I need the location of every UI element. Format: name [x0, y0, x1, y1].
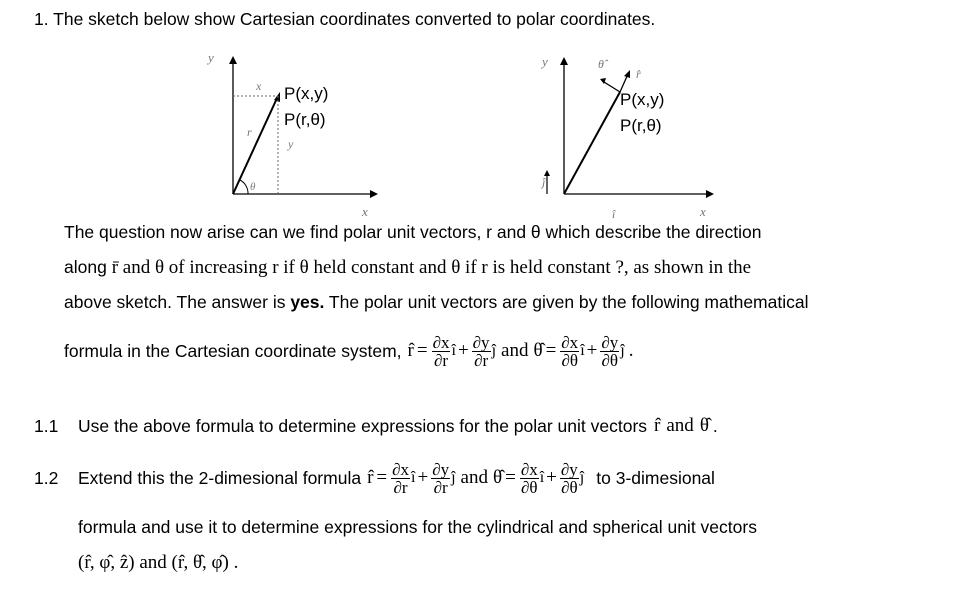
and-1: and: [501, 340, 529, 361]
frac-den: ∂r: [474, 350, 489, 370]
q11-and: and: [666, 415, 694, 436]
y-axis-label: y: [208, 50, 214, 65]
frac-dx-dtheta: [560, 334, 579, 369]
q12-text-a: Extend this the 2-dimesional formula: [78, 467, 362, 488]
q11-end: .: [712, 415, 718, 436]
frac-num: ∂x: [561, 332, 579, 352]
q12-line-3: (r̂, φ̂, ẑ) and (r̂, θ̂, φ̂) .: [78, 552, 239, 573]
para-line-3a: above sketch. The answer is: [64, 292, 291, 312]
frac-den: ∂r: [433, 477, 448, 497]
frac-num: ∂x: [392, 459, 410, 479]
q12-frac-dx-dr: [391, 461, 410, 496]
r-hat-label: r̂: [636, 67, 641, 81]
i-hat: î: [411, 469, 416, 486]
q12-r-hat: r̂: [367, 467, 374, 488]
plus-1: +: [457, 340, 469, 361]
frac-den: ∂θ: [561, 350, 578, 370]
q12-and: and: [460, 467, 488, 488]
left-point-rtheta: P(r,θ): [284, 110, 326, 129]
r-vector-symbol: r̄: [111, 257, 119, 278]
i-hat: î: [539, 469, 545, 486]
para-line-1: The question now arise can we find polar unit vectors, r and θ which describe the direction: [64, 222, 762, 242]
cartesian-polar-sketch: [200, 44, 400, 224]
q11-r-hat: r̂: [654, 415, 661, 436]
theta-hat-label: θ̂: [598, 57, 604, 71]
j-hat: ĵ: [579, 469, 585, 486]
formula-r-hat: r̂: [407, 340, 414, 361]
q12-eq-1: =: [376, 467, 388, 488]
q11-theta-hat: θ̂: [699, 415, 709, 436]
question-1-1: [34, 415, 718, 437]
frac-dx-dr: [432, 334, 451, 369]
frac-den: ∂r: [434, 350, 449, 370]
i-hat-label: î: [612, 207, 616, 221]
q11-number: 1.1: [34, 415, 59, 436]
left-point-xy: P(x,y): [284, 84, 329, 103]
frac-num: ∂y: [432, 459, 450, 479]
theta-label: θ: [250, 181, 256, 193]
frac-den: ∂θ: [601, 350, 619, 370]
q12-frac-dx-dtheta: [520, 461, 539, 496]
frac-num: ∂x: [520, 459, 538, 479]
formula-end: .: [628, 340, 634, 361]
formula-eq-1: =: [416, 340, 428, 361]
right-point-xy: P(x,y): [620, 90, 665, 109]
frac-den: ∂θ: [520, 477, 538, 497]
j-hat: ĵ: [620, 342, 625, 359]
question-heading: 1. The sketch below show Cartesian coordinates converted to polar coordinates.: [34, 9, 656, 29]
x-axis-label-right: x: [700, 204, 706, 219]
r-label: r: [247, 125, 252, 139]
para-line-2b: and θ of increasing r if θ held constant and θ if r is held constant ?, as shown in the: [118, 257, 752, 278]
q11-text: Use the above formula to determine expressions for the polar unit vectors: [78, 415, 648, 436]
para-line-2: [64, 257, 751, 279]
frac-num: ∂y: [472, 332, 490, 352]
y-component-label: y: [288, 137, 294, 151]
formula-theta-hat: θ̂: [533, 340, 543, 361]
para-line-2a: along: [64, 257, 112, 277]
q12-theta-hat: θ̂: [492, 467, 503, 488]
frac-dy-dr: [472, 334, 491, 369]
frac-dy-dtheta: [600, 334, 619, 369]
para-line-3: [64, 292, 809, 313]
j-hat-label: ĵ: [542, 175, 546, 189]
j-hat: ĵ: [491, 342, 497, 359]
frac-num: ∂y: [560, 459, 578, 479]
frac-num: ∂x: [432, 332, 450, 352]
q12-frac-dy-dtheta: [560, 461, 579, 496]
x-axis-label: x: [362, 204, 368, 219]
q12-plus-2: +: [546, 467, 557, 488]
plus-2: +: [586, 340, 598, 361]
para-line-3b: The polar unit vectors are given by the following mathematical: [324, 292, 809, 312]
q12-frac-dy-dr: [431, 461, 450, 496]
q12-text-b: to 3-dimesional: [596, 467, 715, 488]
answer-yes: yes.: [290, 292, 325, 312]
frac-den: ∂r: [393, 477, 408, 497]
y-axis-label-right: y: [542, 54, 548, 69]
question-1-2: [34, 455, 715, 501]
j-hat: ĵ: [451, 469, 456, 486]
right-point-rtheta: P(r,θ): [620, 116, 662, 135]
q12-number: 1.2: [34, 467, 59, 488]
x-component-label: x: [256, 79, 262, 93]
para-line-4: formula in the Cartesian coordinate system,: [64, 340, 402, 361]
formula-eq-2: =: [545, 340, 557, 361]
frac-den: ∂θ: [561, 477, 578, 497]
i-hat: î: [451, 342, 456, 359]
q12-eq-2: =: [505, 467, 516, 488]
i-hat: î: [580, 342, 585, 359]
frac-num: ∂y: [601, 332, 619, 352]
q12-line-2: formula and use it to determine expressions for the cylindrical and spherical unit vectors: [78, 517, 757, 537]
formula-line: [64, 328, 633, 374]
q12-plus-1: +: [417, 467, 429, 488]
